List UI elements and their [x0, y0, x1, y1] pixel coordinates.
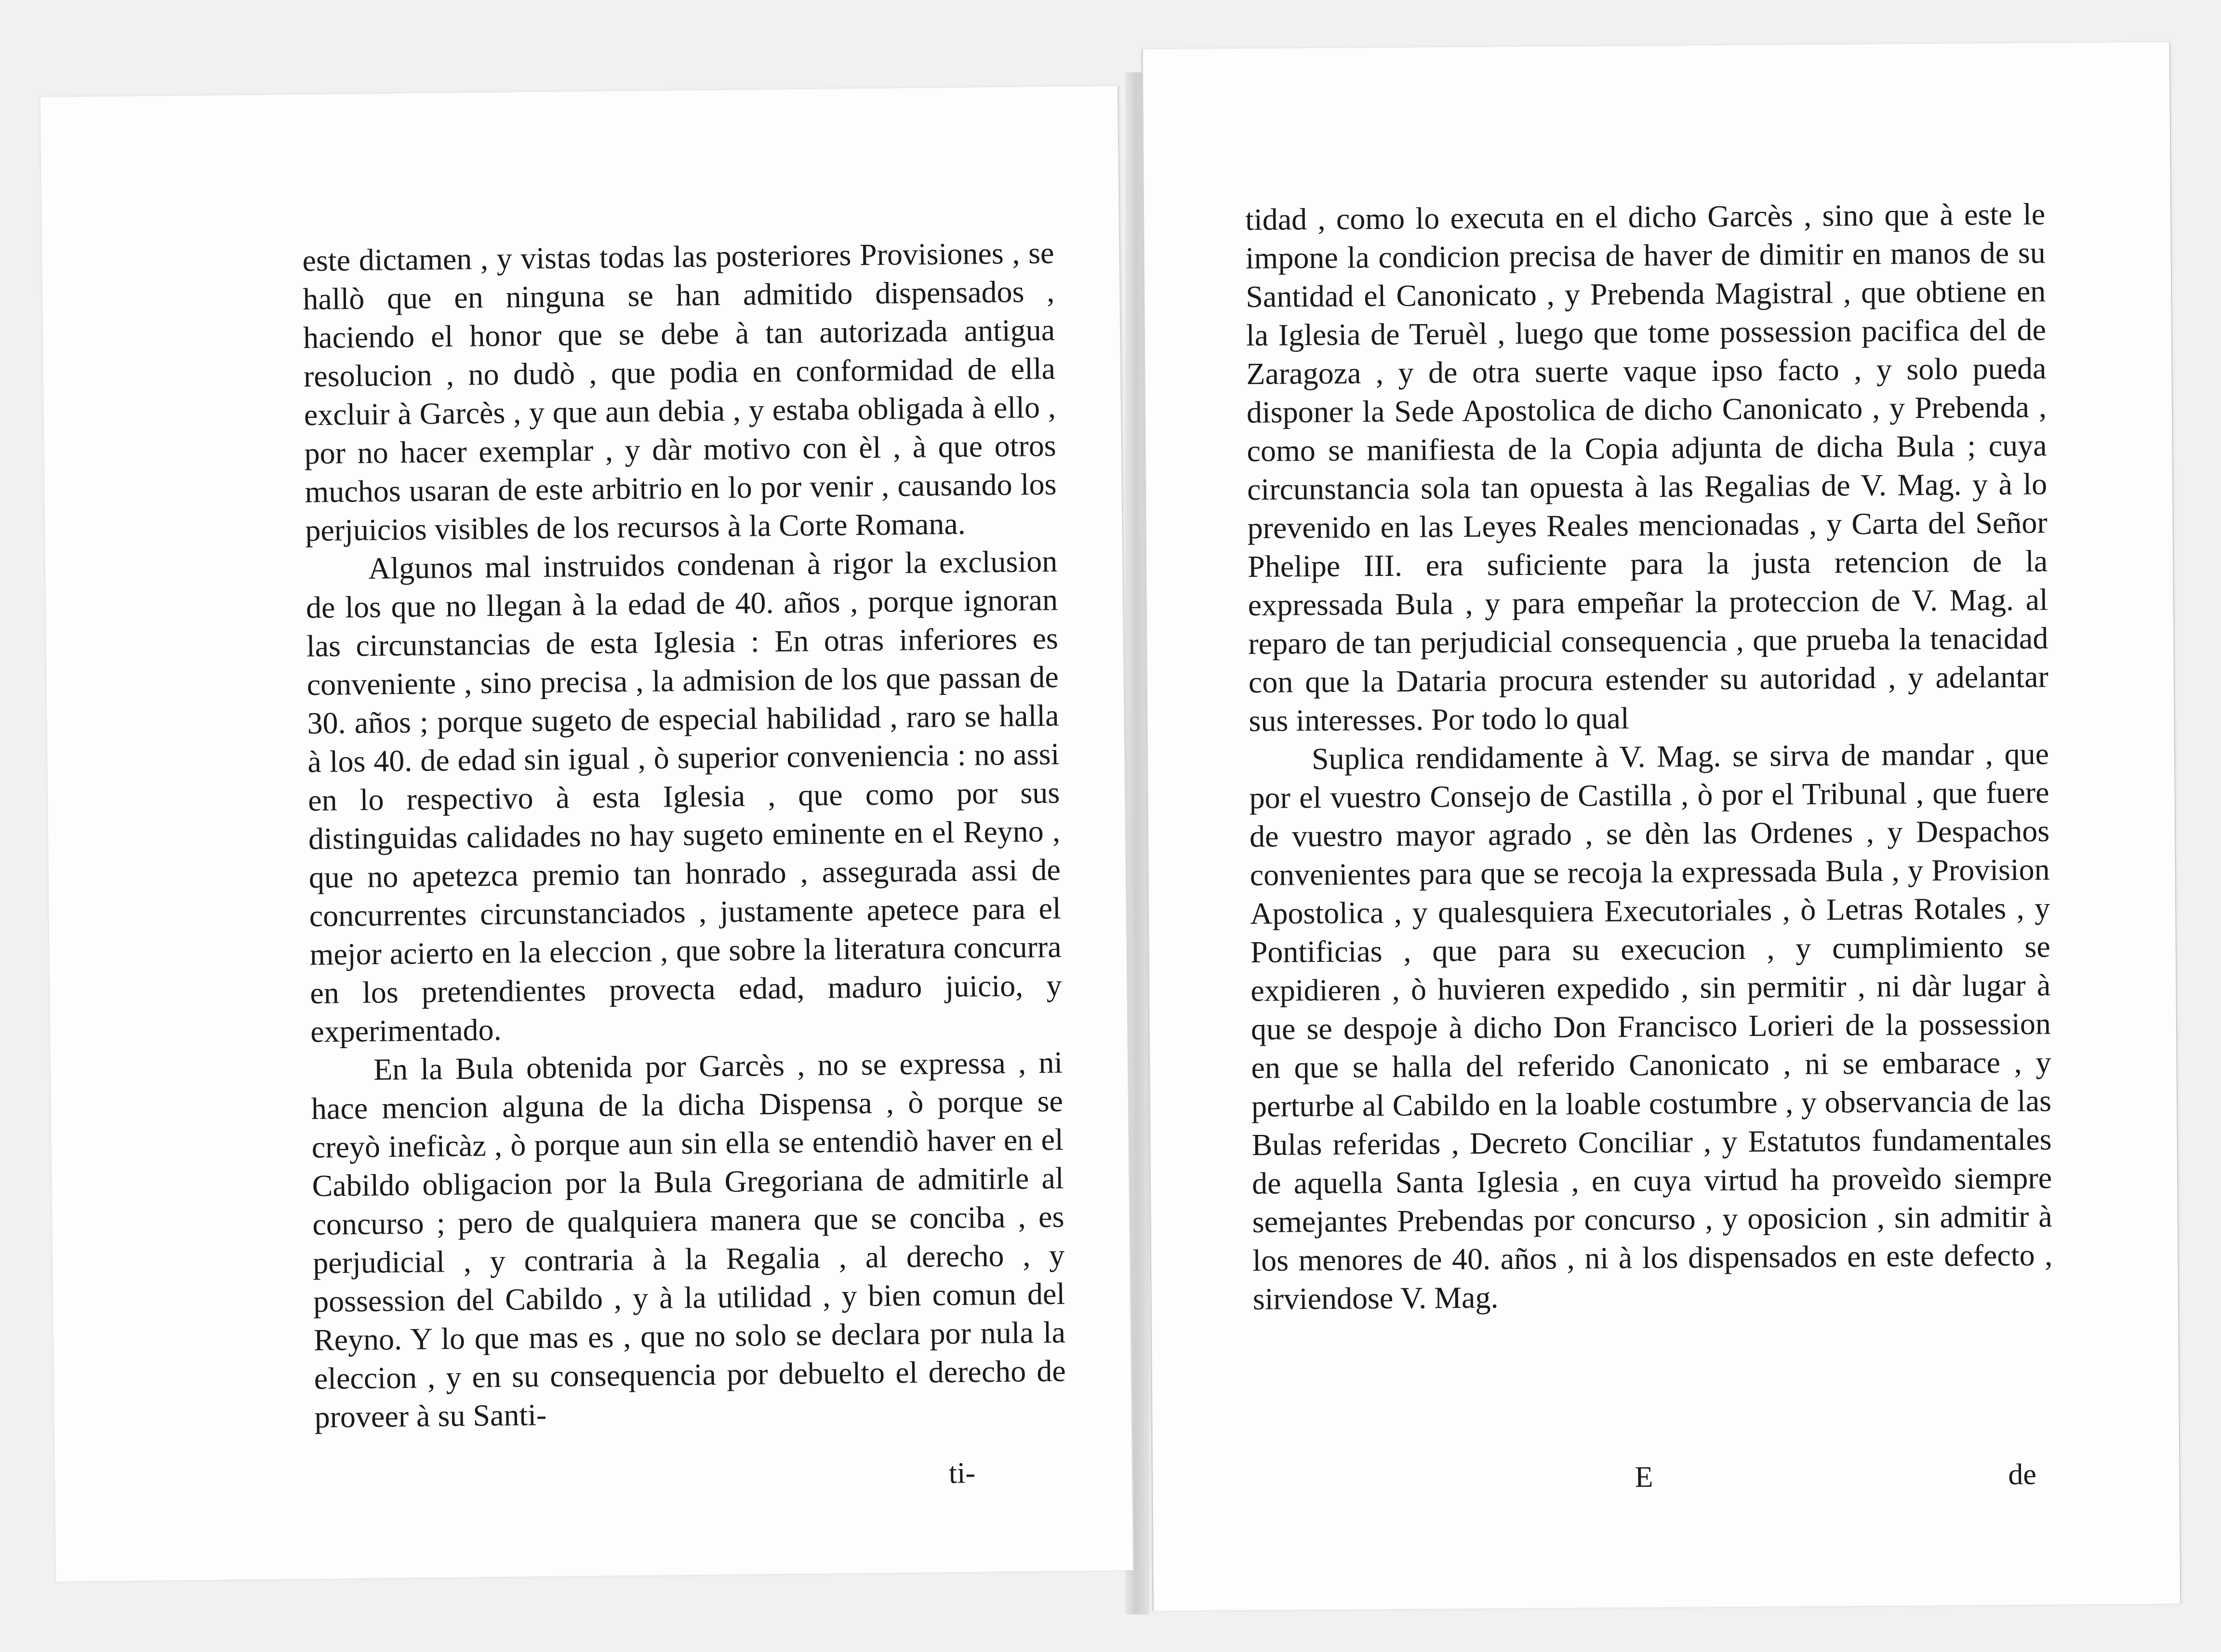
left-paragraph-2: Algunos mal instruidos condenan à rigor la exclusion de los que no llegan à la edad de 40. años , porque ignoran las circunstancias de esta Iglesia : En otras inferiores es conveniente , sino precisa , la admision de los que passan de 30. años ; porque sugeto de especial habilidad , raro se halla à los 40. de edad sin igual , ò superior conveniencia : no assi en lo respectivo à esta Iglesia , que como por sus distinguidas calidades no hay sugeto eminente en el Reyno , que no apetezca premio tan honrado , assegurada assi de concurrentes circunstanciados , justamente apetece para el mejor acierto en la eleccion , que sobre la literatura concurra en los pretendientes provecta edad, maduro juicio, y experimentado. [306, 544, 1062, 1049]
left-page [40, 86, 1134, 1581]
left-paragraph-1: este dictamen , y vistas todas las posteriores Provisiones , se hallò que en ninguna se han admitido dispensados , haciendo el honor que se debe à tan autorizada antigua resolucion , no dudò , que podia en conformidad de ella excluir à Garcès , y que aun debia , y estaba obligada à ello , por no hacer exemplar , y dàr motivo con èl , à que otros muchos usaran de este arbitrio en lo por venir , causando los perjuicios visibles de los recursos à la Corte Romana. [302, 235, 1057, 548]
left-catchword: ti- [948, 1456, 976, 1490]
left-page-text [302, 234, 1066, 1437]
right-paragraph-1: tidad , como lo executa en el dicho Garcès , sino que à este le impone la condicion precisa de haver de dimitir en manos de su Santidad el Canonicato , y Prebenda Magistral , que obtiene en la Iglesia de Teruèl , luego que tome possession pacifica del de Zaragoza , y de otra suerte vaque ipso facto , y solo pueda disponer la Sede Apostolica de dicho Canonicato , y Prebenda , como se manifiesta de la Copia adjunta de dicha Bula ; cuya circunstancia sola tan opuesta à las Regalias de V. Mag. y à lo prevenido en las Leyes Reales mencionadas , y Carta del Señor Phelipe III. era suficiente para la justa retencion de la expressada Bula , y para empeñar la proteccion de V. Mag. al reparo de tan perjudicial consequencia , que prueba la tenacidad con que la Dataria procura estender su autoridad , y adelantar sus interesses. Por todo lo qual [1245, 197, 2049, 738]
right-paragraph-2: Suplica rendidamente à V. Mag. se sirva de mandar , que por el vuestro Consejo de Castilla , ò por el Tribunal , que fuere de vuestro mayor agrado , se dèn las Ordenes , y Despachos convenientes para que se recoja la expressada Bula , y Provision Apostolica , y qualesquiera Executoriales , ò Letras Rotales , y Pontificias , que para su execucion , y cumplimiento se expidieren , ò huvieren expedido , sin permitir , ni dàr lugar à que se despoje à dicho Don Francisco Lorieri de la possession en que se halla del referido Canonicato , ni se embarace , y perturbe al Cabildo en la loable costumbre , y observancia de las Bulas referidas , Decreto Conciliar , y Estatutos fundamentales de aquella Santa Iglesia , en cuya virtud ha proveìdo siempre semejantes Prebendas por concurso , y oposicion , sin admitir à los menores de 40. años , ni à los dispensados en este defecto , sirviendose V. Mag. [1249, 736, 2053, 1316]
right-catchword: de [2008, 1458, 2037, 1492]
left-paragraph-3: En la Bula obtenida por Garcès , no se expressa , ni hace mencion alguna de la dicha Dispensa , ò porque se creyò ineficàz , ò porque aun sin ella se entendiò haver en el Cabildo obligacion por la Bula Gregoriana de admitirle al concurso ; pero de qualquiera manera que se conciba , es perjudicial , y contraria à la Regalia , al derecho , y possession del Cabildo , y à la utilidad , y bien comun del Reyno. Y lo que mas es , que no solo se declara por nula la eleccion , y en su consequencia por debuelto el derecho de proveer à su Santi- [311, 1045, 1066, 1434]
right-page [1142, 42, 2181, 1611]
signature-mark: E [1635, 1461, 1653, 1494]
right-page-text [1245, 195, 2053, 1319]
